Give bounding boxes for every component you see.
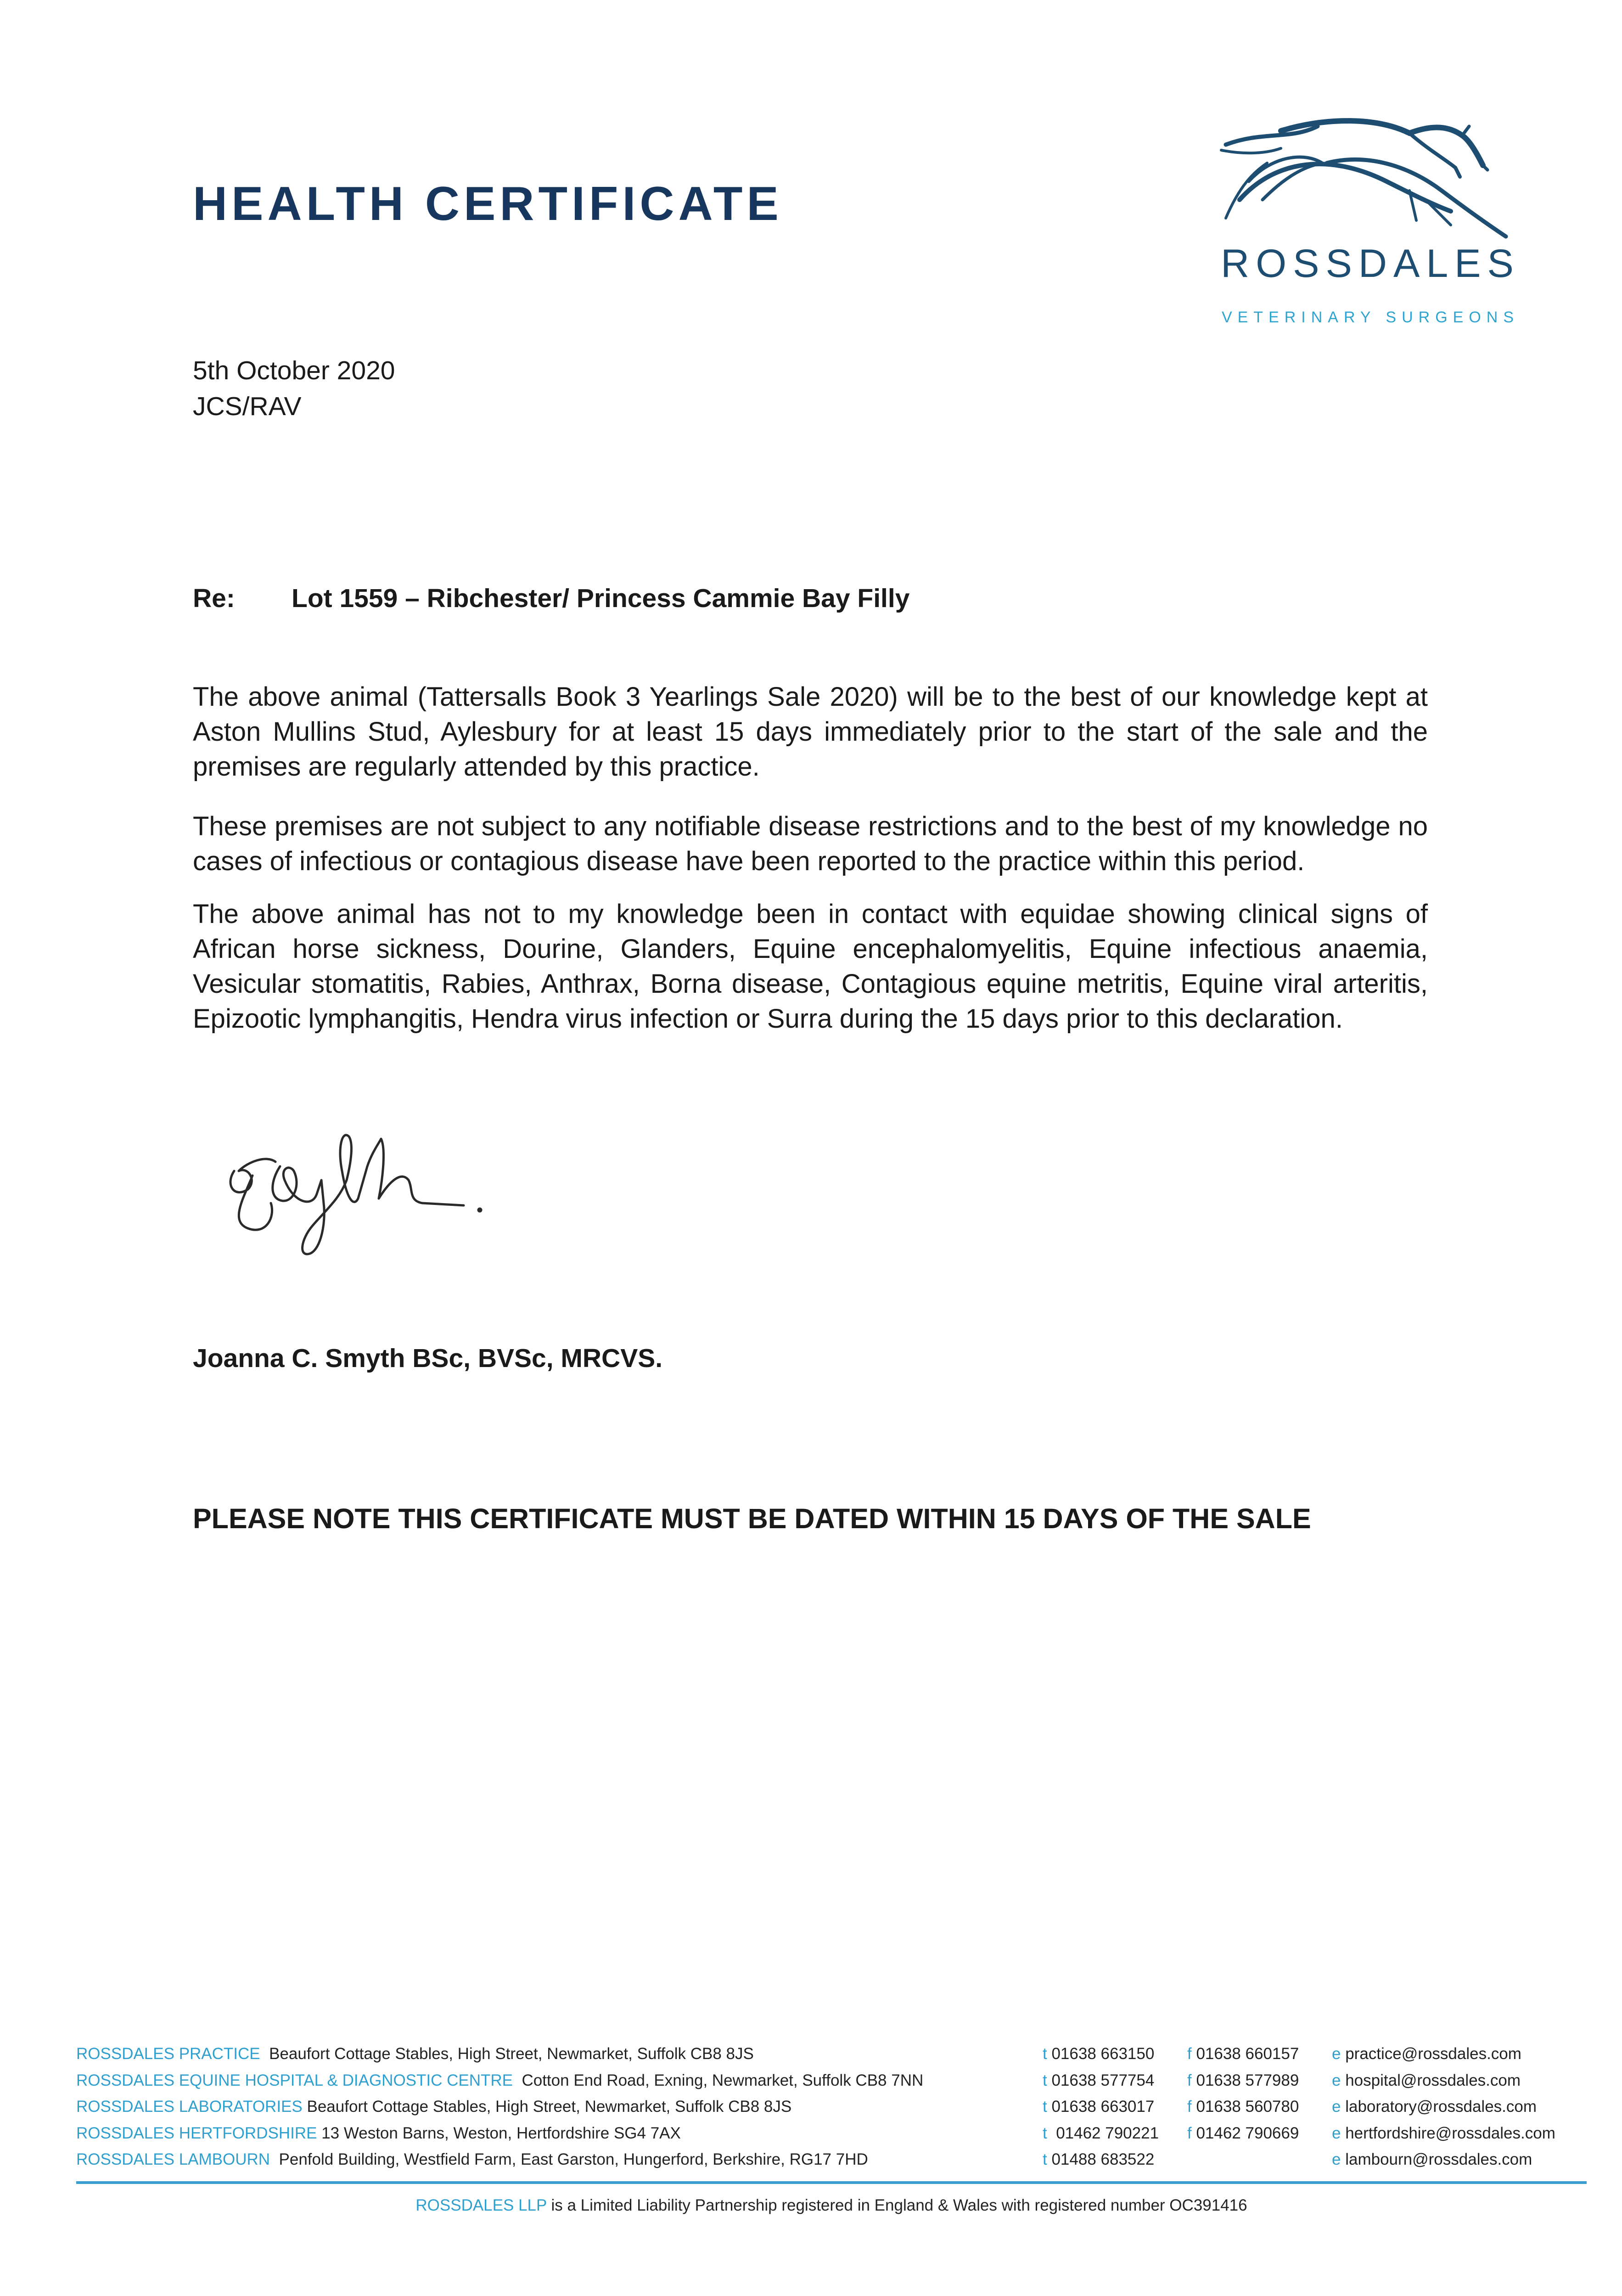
footer-email-key: e bbox=[1332, 2071, 1341, 2089]
document-title: HEALTH CERTIFICATE bbox=[193, 177, 783, 231]
footer-email[interactable]: lambourn@rossdales.com bbox=[1345, 2150, 1532, 2168]
footer-org-name: ROSSDALES EQUINE HOSPITAL & DIAGNOSTIC CENTRE bbox=[76, 2071, 513, 2089]
footer-email[interactable]: hospital@rossdales.com bbox=[1345, 2071, 1521, 2089]
footer-email[interactable]: practice@rossdales.com bbox=[1345, 2045, 1521, 2063]
footer-phone: 01638 663150 bbox=[1051, 2045, 1155, 2063]
footer-phone: 01488 683522 bbox=[1051, 2150, 1155, 2168]
footer-address: Cotton End Road, Exning, Newmarket, Suffolk CB8 7NN bbox=[522, 2071, 924, 2089]
footer-phone-key: t bbox=[1043, 2071, 1047, 2089]
footer-fax-key: f bbox=[1187, 2045, 1192, 2063]
footer-fax-key: f bbox=[1187, 2124, 1192, 2142]
footer-row bbox=[76, 2045, 1587, 2071]
footer-phone-key: t bbox=[1043, 2098, 1047, 2116]
footer-address: Beaufort Cottage Stables, High Street, Newmarket, Suffolk CB8 8JS bbox=[269, 2045, 754, 2063]
subject-text: Lot 1559 – Ribchester/ Princess Cammie Bay Filly bbox=[292, 584, 910, 613]
footer-email-key: e bbox=[1332, 2124, 1341, 2142]
signatory-name: Joanna C. Smyth BSc, BVSc, MRCVS. bbox=[193, 1344, 663, 1373]
handwritten-signature bbox=[220, 1111, 505, 1263]
footer-phone-key: t bbox=[1043, 2124, 1047, 2142]
footer-fax: 01638 560780 bbox=[1196, 2098, 1299, 2116]
certificate-note: PLEASE NOTE THIS CERTIFICATE MUST BE DATED WITHIN 15 DAYS OF THE SALE bbox=[193, 1503, 1311, 1534]
body-paragraph-1: The above animal (Tattersalls Book 3 Yearlings Sale 2020) will be to the best of our knowledge kept at Aston Mullins Stud, Aylesbury for at least 15 days immediately prior to the start of the sale and the premises are regularly attended by this practice. bbox=[193, 682, 1428, 782]
footer-address: Beaufort Cottage Stables, High Street, Newmarket, Suffolk CB8 8JS bbox=[307, 2098, 792, 2116]
footer-email[interactable]: laboratory@rossdales.com bbox=[1345, 2098, 1537, 2116]
footer-org-name: ROSSDALES LABORATORIES bbox=[76, 2098, 303, 2116]
body-paragraph-3: The above animal has not to my knowledge been in contact with equidae showing clinical signs of African horse sickness, Dourine, Glanders, Equine encephalomyelitis, Equine infectious anaemia, Vesicular stomatitis, Rabies, Anthrax, Borna disease, Contagious equine metritis, Equine viral arteritis, Epizootic lymphangitis, Hendra virus infection or Surra during the 15 days prior to this declaration. bbox=[193, 899, 1428, 1034]
footer-org-name: ROSSDALES PRACTICE bbox=[76, 2045, 260, 2063]
logo-subtitle: VETERINARY SURGEONS bbox=[1221, 309, 1520, 326]
footer-address: 13 Weston Barns, Weston, Hertfordshire SG4 7AX bbox=[321, 2124, 681, 2142]
footer-phone: 01462 790221 bbox=[1056, 2124, 1159, 2142]
letter-reference: JCS/RAV bbox=[193, 392, 302, 421]
legal-org-name: ROSSDALES LLP bbox=[415, 2196, 547, 2214]
body-paragraph-2: These premises are not subject to any notifiable disease restrictions and to the best of my knowledge no cases of infectious or contagious disease have been reported to the practice within this period. bbox=[193, 811, 1428, 876]
footer-row bbox=[76, 2150, 1587, 2177]
footer-contacts bbox=[76, 2045, 1587, 2177]
footer-fax-key: f bbox=[1187, 2098, 1192, 2116]
letter-meta bbox=[193, 353, 395, 424]
footer-fax: 01638 660157 bbox=[1196, 2045, 1299, 2063]
footer-email[interactable]: hertfordshire@rossdales.com bbox=[1345, 2124, 1555, 2142]
footer-org-name: ROSSDALES LAMBOURN bbox=[76, 2150, 270, 2168]
footer-fax-key: f bbox=[1187, 2071, 1192, 2089]
footer-divider bbox=[76, 2181, 1587, 2184]
footer-phone: 01638 577754 bbox=[1051, 2071, 1155, 2089]
footer-phone: 01638 663017 bbox=[1051, 2098, 1155, 2116]
footer-email-key: e bbox=[1332, 2045, 1341, 2063]
footer-phone-key: t bbox=[1043, 2045, 1047, 2063]
footer-row bbox=[76, 2098, 1587, 2124]
footer-phone-key: t bbox=[1043, 2150, 1047, 2168]
subject-line bbox=[193, 583, 909, 613]
footer-fax: 01462 790669 bbox=[1196, 2124, 1299, 2142]
legal-text: is a Limited Liability Partnership registered in England & Wales with registered number OC391416 bbox=[551, 2196, 1247, 2214]
footer-row bbox=[76, 2071, 1587, 2098]
subject-label: Re: bbox=[193, 584, 235, 613]
logo-wordmark: ROSSDALES bbox=[1221, 242, 1520, 286]
horse-logo-icon bbox=[1212, 113, 1524, 333]
legal-notice bbox=[76, 2196, 1587, 2215]
letter-date: 5th October 2020 bbox=[193, 356, 395, 385]
footer-email-key: e bbox=[1332, 2098, 1341, 2116]
footer-address: Penfold Building, Westfield Farm, East Garston, Hungerford, Berkshire, RG17 7HD bbox=[279, 2150, 868, 2168]
footer-row bbox=[76, 2124, 1587, 2151]
footer-org-name: ROSSDALES HERTFORDSHIRE bbox=[76, 2124, 317, 2142]
footer-fax: 01638 577989 bbox=[1196, 2071, 1299, 2089]
footer-email-key: e bbox=[1332, 2150, 1341, 2168]
